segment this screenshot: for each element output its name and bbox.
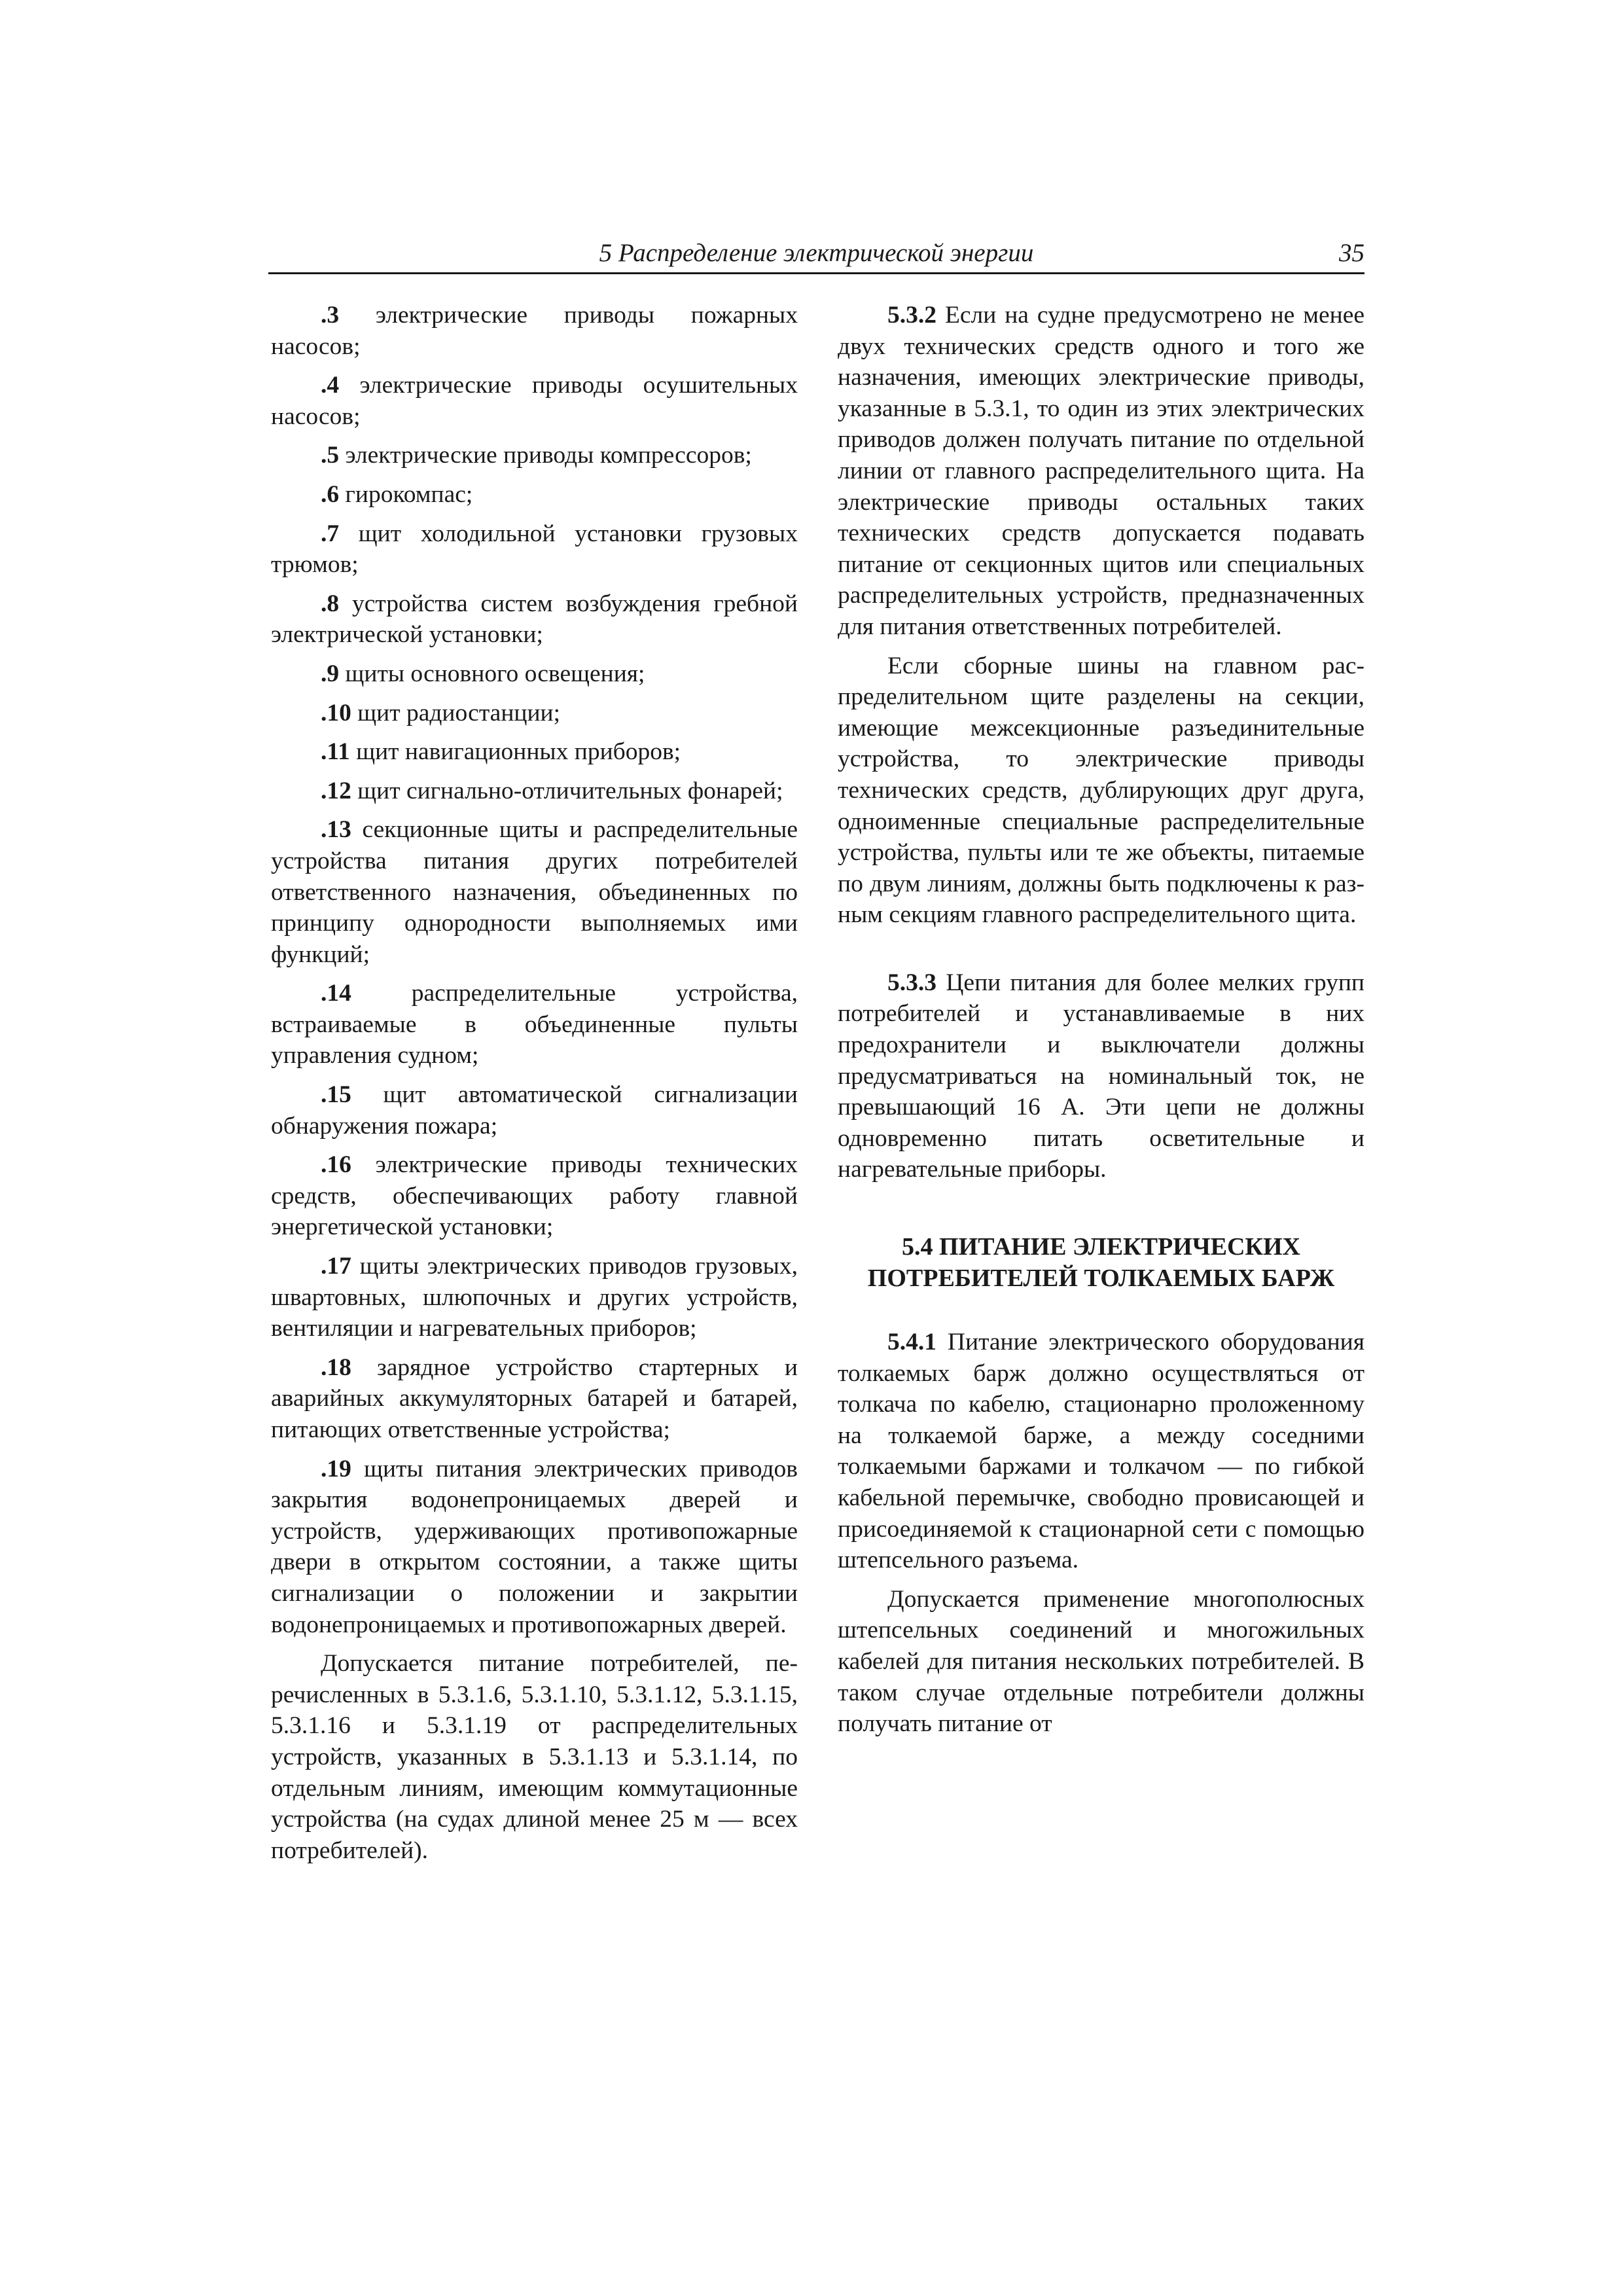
body-paragraph: Допускается питание потребителей, перечисленных в 5.3.1.6, 5.3.1.10, 5.3.1.12, 5.3.1.15, 5.3.1.16 и 5.3.1.19 от распределительных устройств, указанных в 5.3.1.13 и 5.3.1.14, по отдельным линиям, имеющим коммутационные устройства (на судах длиной менее 25 м — всех потребителей). <box>271 1650 798 1864</box>
item-text: щиты основного освещения; <box>339 660 645 687</box>
item-number: .10 <box>321 699 351 726</box>
item-number: .8 <box>321 590 340 617</box>
list-item <box>271 736 798 768</box>
item-number: .4 <box>321 372 340 399</box>
list-item <box>271 479 798 511</box>
item-number: .11 <box>321 738 350 766</box>
section-heading <box>838 1231 1364 1294</box>
left-column <box>271 300 798 1866</box>
section-heading-line-1: 5.4 ПИТАНИЕ ЭЛЕКТРИЧЕСКИХ <box>902 1233 1300 1261</box>
item-text: секционные щиты и распределительные устройства питания других потребителей ответственного назначения, объединенных по принципу однородности выполняемых ими функций; <box>271 816 798 968</box>
list-item <box>271 1454 798 1641</box>
item-text: электрические приводы осушительных насосов; <box>271 372 798 430</box>
list-item <box>271 1149 798 1243</box>
body-paragraph: Допускается применение многополюсных штепсельных соединений и многожильных кабелей для питания нескольких потребителей. В таком случае отдельные потребители должны получать питание от <box>838 1585 1364 1738</box>
item-number: .13 <box>321 816 351 844</box>
item-number: .14 <box>321 980 351 1007</box>
item-text: щит радиостанции; <box>351 699 561 726</box>
running-header <box>268 236 1364 274</box>
item-number: .7 <box>321 520 340 547</box>
clause-number: 5.4.1 <box>887 1329 936 1356</box>
item-text: щиты электрических приводов грузовых, швартовных, шлюпочных и других устройств, вентиляции и нагревательных приборов; <box>271 1253 798 1342</box>
list-item <box>271 1251 798 1344</box>
item-number: .3 <box>321 302 340 329</box>
item-text: распределительные устройства, встраиваемые в объединенные пульты управления судном; <box>271 980 798 1069</box>
list-item <box>271 588 798 651</box>
body-paragraph: Если сборные шины на главном распределительном щите разделены на секции, имеющие межсекционные разъединительные устройства, то электрические приводы технических средств, дублирующих друг друга, одноименные специальные распределительные устройства, пульты или те же объекты, питаемые по двум линиям, должны быть подключены к разным секциям главного распределительного щита. <box>838 652 1364 929</box>
list-item <box>271 776 798 807</box>
item-text: электрические приводы пожарных насосов; <box>271 302 798 360</box>
item-number: .17 <box>321 1253 351 1280</box>
clause-text: Цепи питания для более мелких групп потребителей и устанавливаемые в них предохранители и выключатели должны предусматриваться на номинальный ток, не превышающий 16 А. Эти цепи не должны одновременно питать осветительные и нагревательные приборы. <box>838 969 1364 1183</box>
list-item <box>271 518 798 581</box>
item-text: щиты питания электрических приводов закрытия водонепроницаемых дверей и устройств, удерживающих противопожарные двери в открытом состоянии, а также щиты сигнализации о положении и закрытии водонепроницаемых и противопожарных дверей. <box>271 1455 798 1638</box>
clause-5-3-2 <box>838 300 1364 643</box>
item-text: щит холодильной установки грузовых трюмов; <box>271 520 798 579</box>
list-item <box>271 1079 798 1141</box>
item-text: щит сигнально-отличительных фонарей; <box>351 777 783 804</box>
page-number: 35 <box>1339 239 1364 267</box>
list-item <box>271 698 798 729</box>
clause-number: 5.3.3 <box>887 969 936 996</box>
right-column <box>838 300 1364 1740</box>
list-item <box>271 978 798 1071</box>
item-text: зарядное устройство стартерных и аварийных аккумуляторных батарей и батарей, питающих ответственные устройства; <box>271 1354 798 1443</box>
item-text: электрические приводы технических средств, обеспечивающих работу главной энергетической установки; <box>271 1151 798 1241</box>
item-text: щит автоматической сигнализации обнаружения пожара; <box>271 1081 798 1139</box>
chapter-title: 5 Распределение электрической энергии <box>599 239 1034 267</box>
section-heading-line-2: ПОТРЕБИТЕЛЕЙ ТОЛКАЕМЫХ БАРЖ <box>867 1265 1335 1293</box>
clause-5-3-3 <box>838 967 1364 1185</box>
item-text: электрические приводы компрессоров; <box>339 442 752 469</box>
clause-5-4-1 <box>838 1327 1364 1576</box>
item-number: .16 <box>321 1151 351 1179</box>
item-number: .6 <box>321 480 340 508</box>
list-item <box>271 658 798 690</box>
list-item <box>271 370 798 432</box>
item-number: .9 <box>321 660 340 687</box>
item-text: щит навигационных приборов; <box>349 738 681 766</box>
item-text: устройства систем возбуждения гребной электрической установки; <box>271 590 798 649</box>
clause-number: 5.3.2 <box>887 302 936 329</box>
clause-text: Питание электрического оборудования толкаемых барж должно осуществляться от толкача по кабелю, стационарно проложенному на толкаемой барже, а между соседними толкаемыми баржами и толкачом — по гибкой кабельной перемычке, свободно провисающей и присоединяемой к стационарной сети с помощью штепсельного разъема. <box>838 1329 1364 1574</box>
list-item <box>271 1352 798 1446</box>
list-item <box>271 814 798 970</box>
item-number: .12 <box>321 777 351 804</box>
item-number: .19 <box>321 1455 351 1482</box>
item-number: .15 <box>321 1081 351 1109</box>
item-text: гирокомпас; <box>339 480 473 508</box>
clause-text: Если на судне предусмотрено не менее двух технических средств одного и того же назначения, имеющих электрические приводы, указанные в 5.3.1, то один из этих электрических приводов должен получать питание по отдельной линии от главного распределительного щита. На электрические приводы остальных таких технических средств допускается подавать питание от секционных щитов или специальных распределительных устройств, предназначенных для питания ответственных потребителей. <box>838 302 1364 640</box>
item-number: .5 <box>321 442 340 469</box>
list-item <box>271 300 798 362</box>
list-item <box>271 440 798 471</box>
item-number: .18 <box>321 1354 351 1381</box>
